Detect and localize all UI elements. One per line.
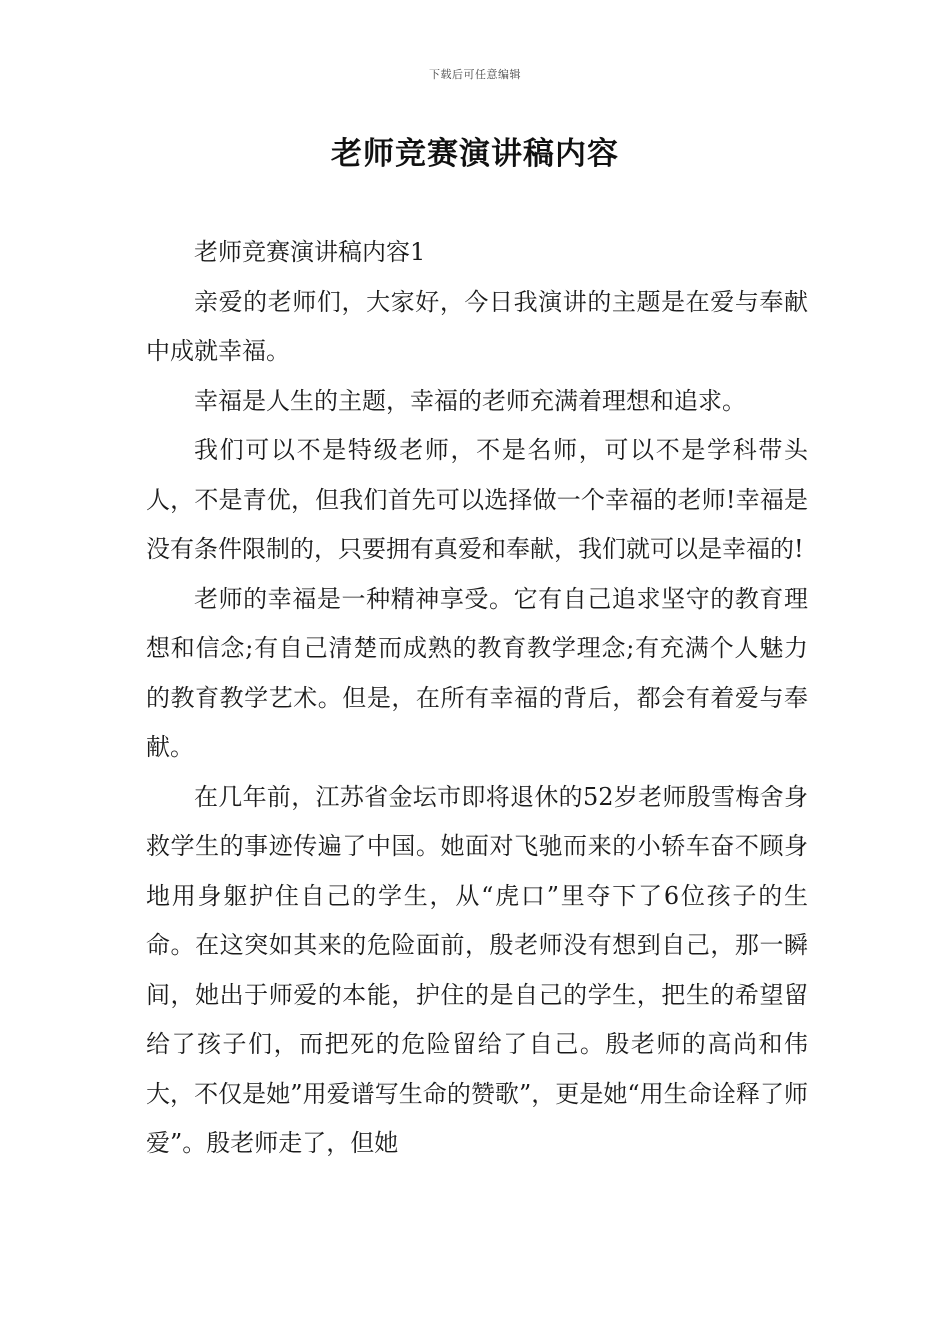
paragraph: 亲爱的老师们，大家好，今日我演讲的主题是在爱与奉献中成就幸福。 [146, 287, 808, 365]
section-heading: 老师竞赛演讲稿内容1 [194, 238, 426, 266]
paragraph: 在几年前，江苏省金坛市即将退休的52岁老师殷雪梅舍身救学生的事迹传遍了中国。她面对飞驰而来的小轿车奋不顾身地用身躯护住自己的学生，从“虎口”里夺下了6位孩子的生命。在这突如其来的危险面前，殷老师没有想到自己，那一瞬间，她出于师爱的本能，护住的是自己的学生，把生的希望留给了孩子们，而把死的危险留给了自己。殷老师的高尚和伟大，不仅是她”用爱谱写生命的赞歌”，更是她“用生命诠释了师爱”。殷老师走了，但她 [146, 782, 808, 1157]
paragraph: 幸福是人生的主题，幸福的老师充满着理想和追求。 [194, 386, 746, 415]
header-note: 下载后可任意编辑 [429, 68, 521, 81]
document-title: 老师竞赛演讲稿内容 [331, 136, 619, 172]
paragraph: 我们可以不是特级老师，不是名师，可以不是学科带头人，不是青优，但我们首先可以选择做一个幸福的老师!幸福是没有条件限制的，只要拥有真爱和奉献，我们就可以是幸福的! [146, 436, 808, 563]
paragraph: 老师的幸福是一种精神享受。它有自己追求坚守的教育理想和信念;有自己清楚而成熟的教育教学理念;有充满个人魅力的教育教学艺术。但是，在所有幸福的背后，都会有着爱与奉献。 [146, 584, 808, 761]
document-body [146, 228, 808, 1169]
